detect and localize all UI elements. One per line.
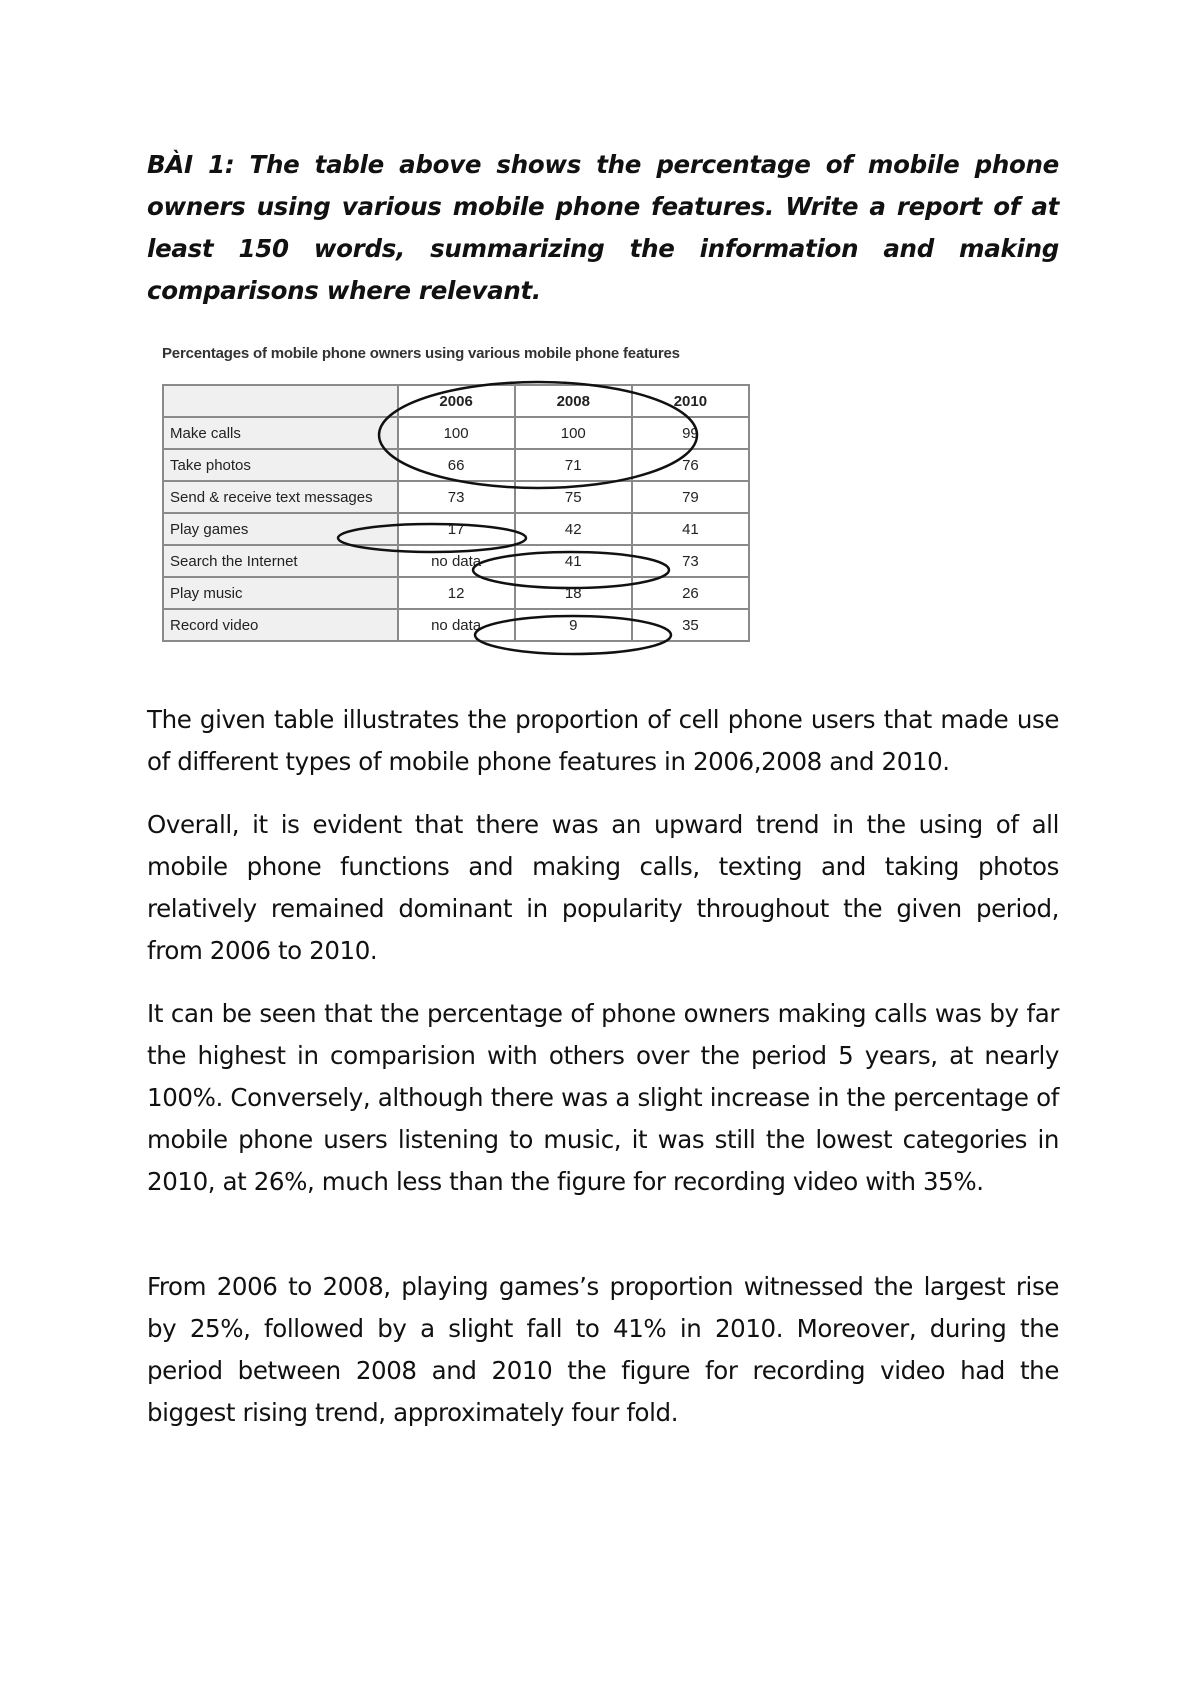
table-cell: 9 [515,609,632,641]
table-cell: 41 [632,513,749,545]
header-cell-2006: 2006 [398,385,515,417]
table-row [163,609,749,641]
table-cell: 99 [632,417,749,449]
table-cell: 26 [632,577,749,609]
table-cell: 73 [632,545,749,577]
table-cell: 76 [632,449,749,481]
row-label: Record video [163,609,398,641]
table-cell: 66 [398,449,515,481]
paragraph-details-2: From 2006 to 2008, playing games’s proportion witnessed the largest rise by 25%, followed by a slight fall to 41% in 2010. Moreover, during the period between 2008 and 2010 the figure for recording video had the biggest rising trend, approximately four fold. [147,1272,1059,1427]
table-row [163,513,749,545]
data-table [162,384,750,642]
table-header-row [163,385,749,417]
row-label: Take photos [163,449,398,481]
table-cell: 35 [632,609,749,641]
row-label: Play games [163,513,398,545]
table-cell: 79 [632,481,749,513]
table-cell: 17 [398,513,515,545]
table-figure [158,345,758,670]
row-label: Play music [163,577,398,609]
table-row [163,417,749,449]
table-cell: no data [398,545,515,577]
table-cell: 41 [515,545,632,577]
header-cell-2008: 2008 [515,385,632,417]
table-cell: 75 [515,481,632,513]
row-label: Send & receive text messages [163,481,398,513]
paragraph-details-1: It can be seen that the percentage of phone owners making calls was by far the highest in comparision with others over the period 5 years, at nearly 100%. Conversely, although there was a slight increase in the percentage of mobile phone users listening to music, it was still the lowest categories in 2010, at 26%, much less than the figure for recording video with 35%. [147,999,1059,1196]
table-cell: 18 [515,577,632,609]
table-row [163,545,749,577]
task-prompt: BÀI 1: The table above shows the percentage of mobile phone owners using various mobile phone features. Write a report of at least 150 words, summarizing the information and making comparisons where relevant. [147,150,1059,305]
table-row [163,577,749,609]
table-cell: 42 [515,513,632,545]
row-label: Search the Internet [163,545,398,577]
table-cell: 73 [398,481,515,513]
table-cell: 12 [398,577,515,609]
row-label: Make calls [163,417,398,449]
paragraph-overview: Overall, it is evident that there was an upward trend in the using of all mobile phone functions and making calls, texting and taking photos relatively remained dominant in popularity throughout the given period, from 2006 to 2010. [147,810,1059,965]
paragraph-intro: The given table illustrates the proportion of cell phone users that made use of different types of mobile phone features in 2006,2008 and 2010. [147,705,1059,776]
table-cell: 100 [515,417,632,449]
table-row [163,481,749,513]
header-cell-corner [163,385,398,417]
header-cell-2010: 2010 [632,385,749,417]
table-cell: 100 [398,417,515,449]
table-cell: 71 [515,449,632,481]
table-row [163,449,749,481]
table-cell: no data [398,609,515,641]
table-title: Percentages of mobile phone owners using various mobile phone features [162,345,680,362]
